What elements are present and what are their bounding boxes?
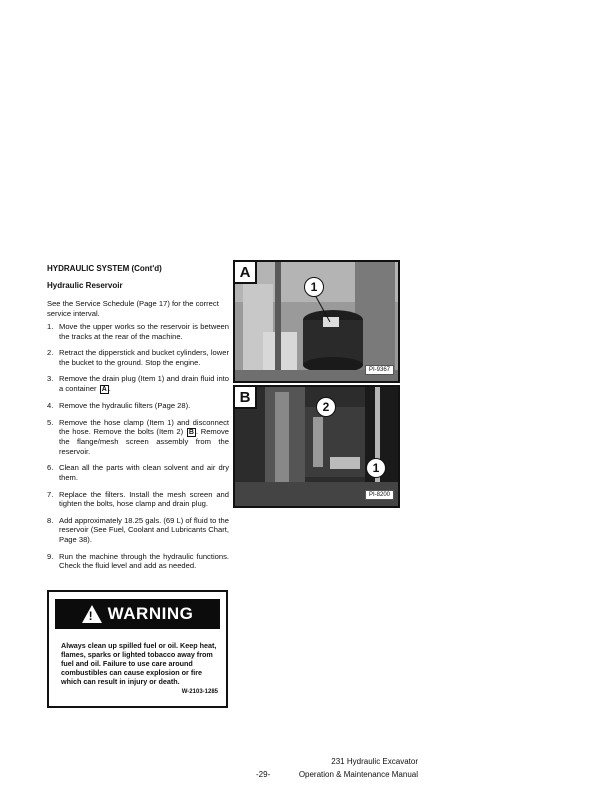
step-7 [47, 490, 229, 509]
step-1 [47, 322, 229, 341]
warning-banner [55, 599, 220, 629]
callout-1: 1 [304, 277, 324, 297]
step-number: 4. [47, 400, 54, 410]
step-6 [47, 463, 229, 482]
warning-heading: WARNING [107, 604, 194, 623]
step-text-after: . Remove the flange/mesh screen assembly from the reservoir. [59, 427, 229, 456]
step-number: 2. [47, 348, 54, 358]
step-number: 1. [47, 322, 54, 331]
figure-b-photo [233, 385, 400, 508]
step-number: 3. [47, 374, 54, 384]
intro-paragraph: See the Service Schedule (Page 17) for the correct service interval. [47, 299, 219, 318]
step-3 [47, 374, 229, 394]
photo-code-b: PI-8200 [365, 490, 394, 500]
step-text: Remove the hydraulic filters (Page 28). [59, 400, 191, 410]
step-text-after: . [108, 383, 111, 393]
step-text: Remove the hose clamp (Item 1) and disconnect the hose. Remove the bolts (Item 2) [59, 417, 229, 437]
figure-label-a: A [235, 262, 257, 284]
footer-title-line2: Operation & Maintenance Manual [298, 770, 418, 779]
step-number: 8. [47, 515, 54, 525]
step-text: Replace the filters. Install the mesh screen and tighten the bolts, hose clamp and drain plug. [59, 489, 229, 509]
step-text: Run the machine through the hydraulic functions. Check the fluid level and add as needed. [59, 551, 229, 571]
step-9 [47, 552, 229, 571]
step-text: Add approximately 18.25 gals. (69 L) of fluid to the reservoir (See Fuel, Coolant and Lubricants Chart, Page 38). [59, 515, 229, 544]
figure-label-b: B [235, 387, 257, 409]
step-number: 5. [47, 417, 54, 427]
footer-title-line1: 231 Hydraulic Excavator [331, 757, 418, 766]
procedure-steps [47, 322, 229, 578]
callout-1: 1 [366, 458, 386, 478]
figure-a-photo [233, 260, 400, 383]
warning-text: Always clean up spilled fuel or oil. Keep heat, flames, sparks or lighted tobacco away from fuel and oil. Failure to use care around combustibles can cause explosion or fire which can result in injury or death. [61, 641, 217, 686]
step-4 [47, 401, 229, 411]
section-title: HYDRAULIC SYSTEM (Cont'd) [47, 264, 162, 273]
photo-code-a: PI-9367 [365, 365, 394, 375]
step-8 [47, 516, 229, 545]
page-number: -29- [256, 770, 271, 779]
warning-code: W-2103-1285 [181, 689, 218, 695]
step-text: Move the upper works so the reservoir is between the tracks at the rear of the machine. [59, 322, 229, 341]
figure-ref-b: B [188, 429, 194, 437]
step-number: 7. [47, 489, 54, 499]
step-5 [47, 418, 229, 457]
step-2 [47, 348, 229, 367]
callout-2: 2 [316, 397, 336, 417]
figure-ref-a: A [101, 385, 107, 393]
step-text-wrap [59, 374, 229, 394]
warning-box [47, 590, 228, 708]
step-text: Clean all the parts with clean solvent and air dry them. [59, 463, 229, 482]
subsection-title: Hydraulic Reservoir [47, 281, 123, 290]
step-number: 6. [47, 463, 54, 473]
step-text: Remove the drain plug (Item 1) and drain fluid into a container [59, 374, 229, 393]
step-number: 9. [47, 551, 54, 561]
warning-symbol: ! [88, 609, 93, 623]
step-text: Retract the dipperstick and bucket cylinders, lower the bucket to the ground. Stop the engine. [59, 348, 229, 367]
step-text-wrap [59, 418, 229, 457]
warning-triangle-icon [82, 605, 102, 623]
